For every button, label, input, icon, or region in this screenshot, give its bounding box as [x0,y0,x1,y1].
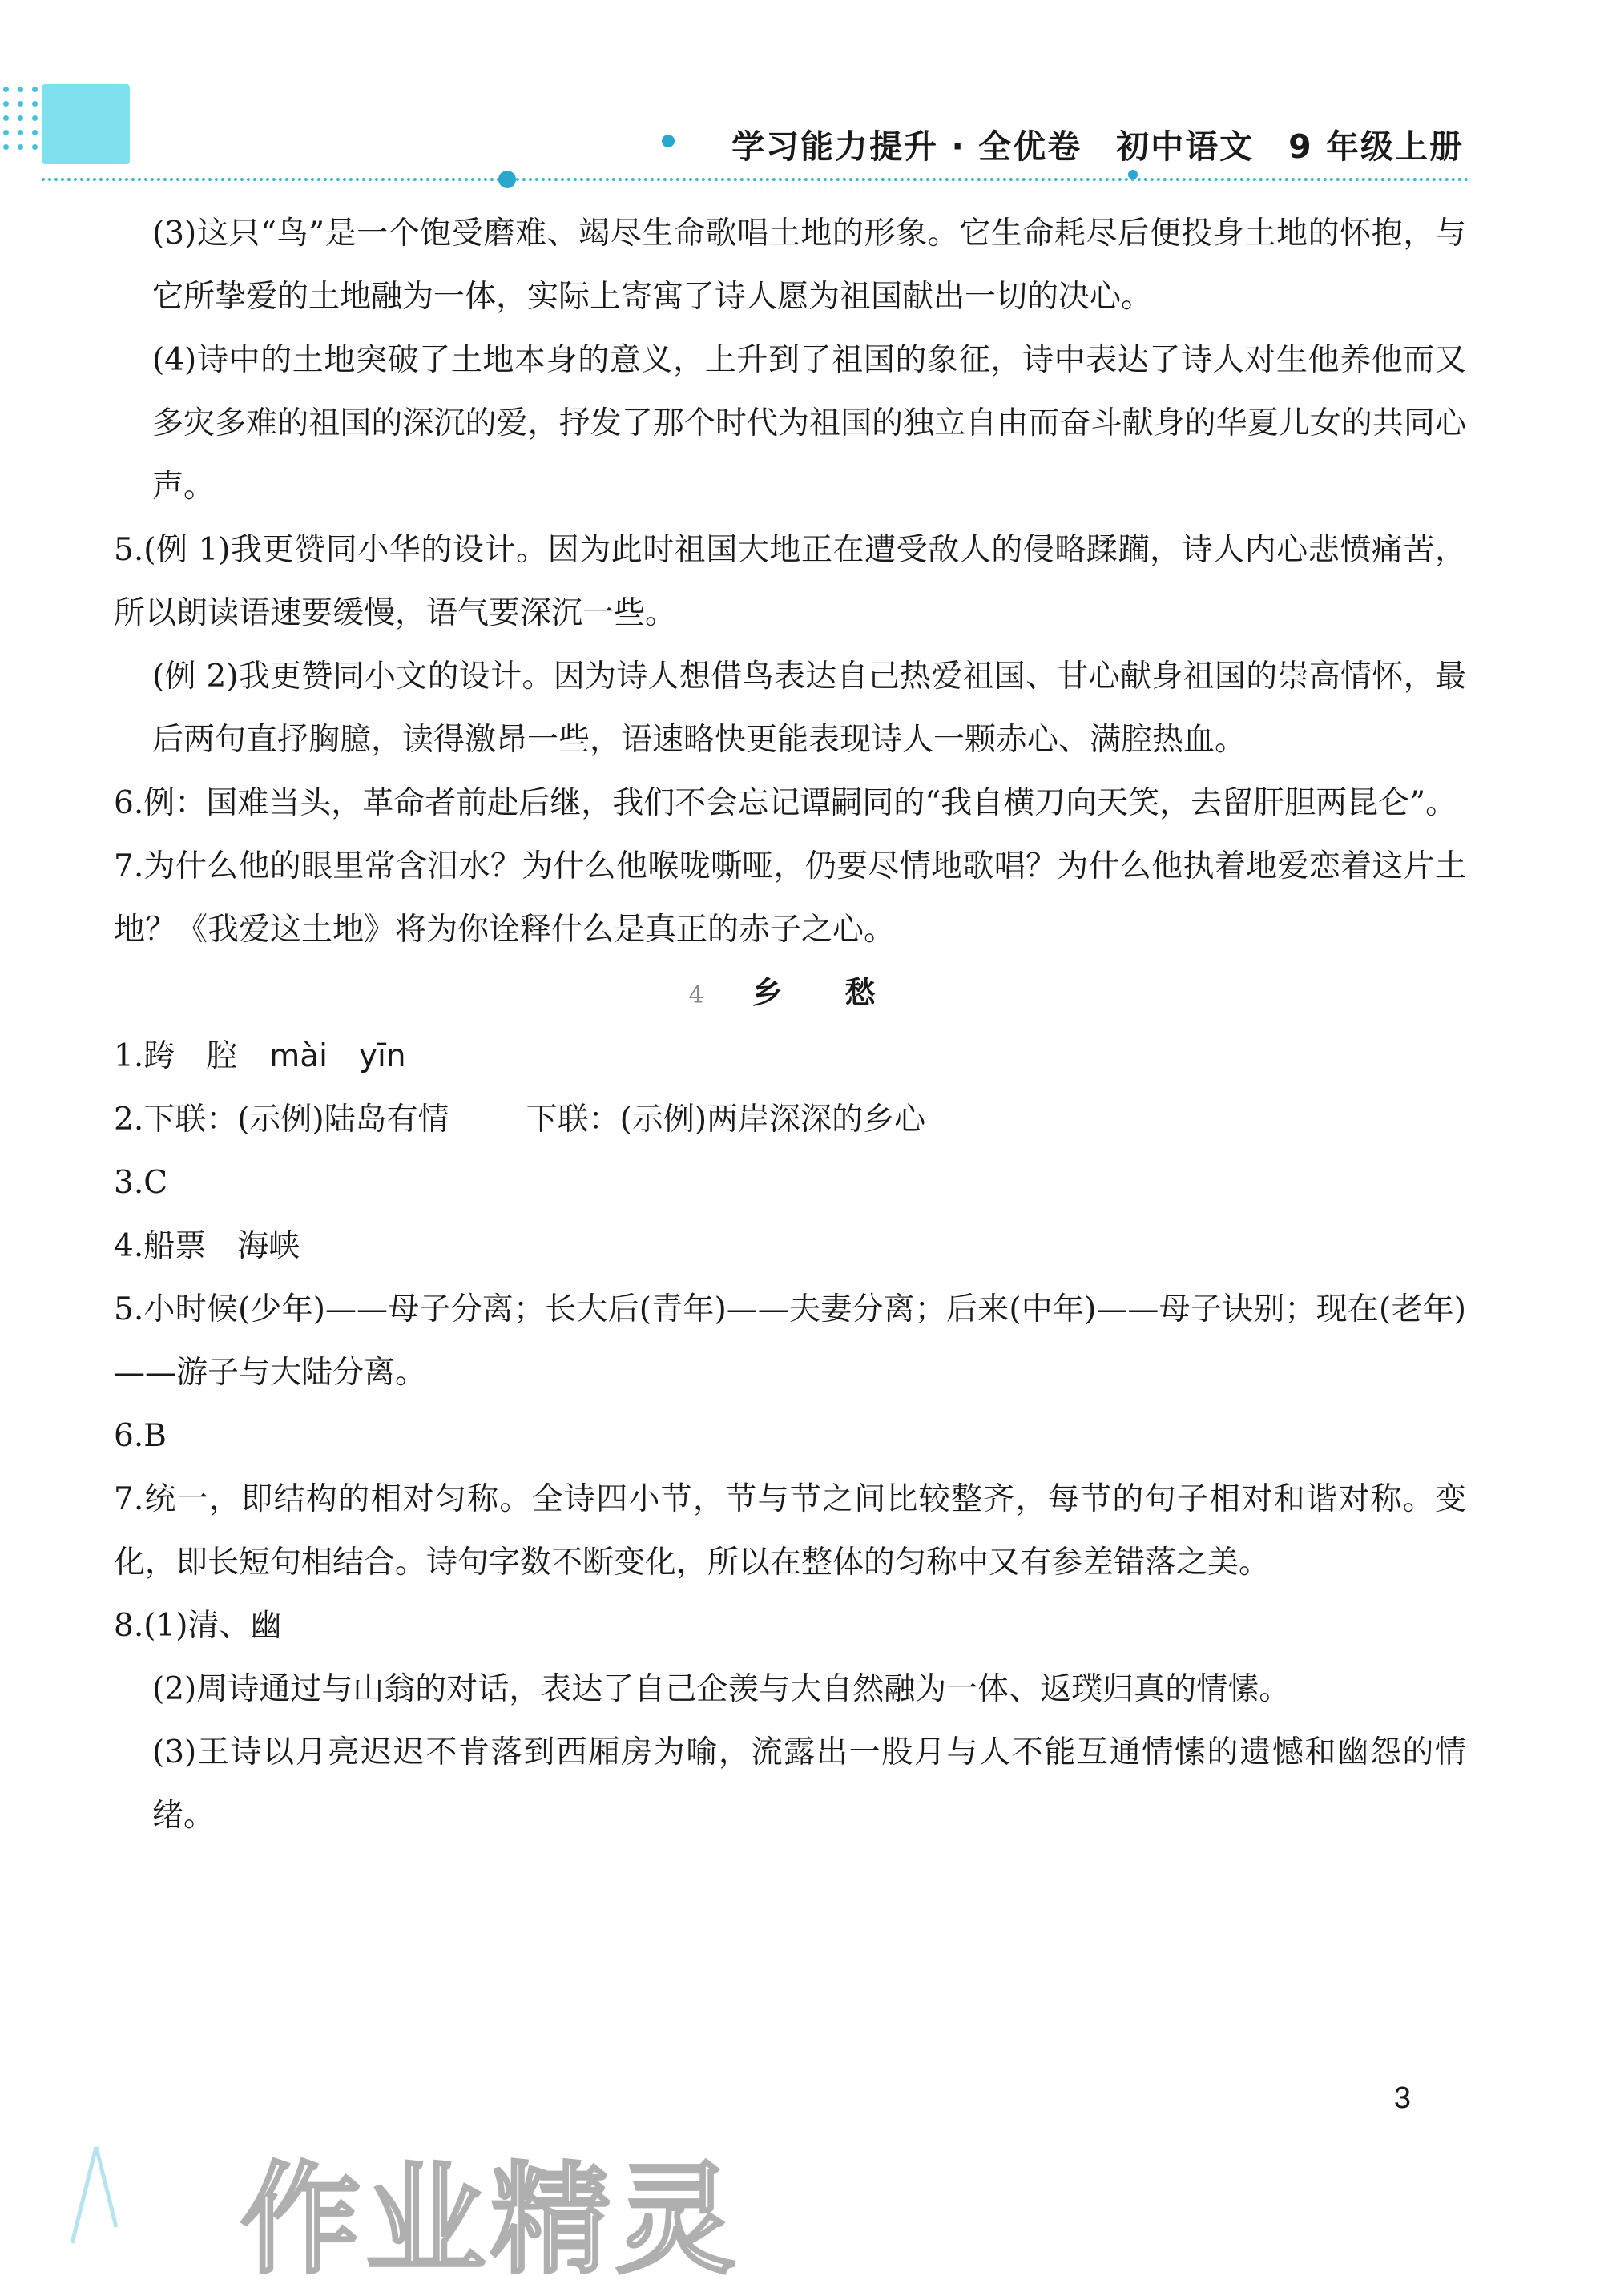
answer-paragraph: 7.统一，即结构的相对匀称。全诗四小节，节与节之间比较整齐，每节的句子相对和谐对称。变化，即长短句相结合。诗句字数不断变化，所以在整体的匀称中又有参差错落之美。 [114,1481,1466,1581]
answer-text: 1.跨 腔 [114,1038,238,1074]
header-dot [662,135,675,147]
answer-paragraph: (例 2)我更赞同小文的设计。因为诗人想借鸟表达自己热爱祖国、甘心献身祖国的崇高情怀，最后两句直抒胸臆，读得激昂一些，语速略快更能表现诗人一颗赤心、满腔热血。 [152,659,1466,758]
answer-paragraph: (4)诗中的土地突破了土地本身的意义，上升到了祖国的象征，诗中表达了诗人对生他养他而又多灾多难的祖国的深沉的爱，抒发了那个时代为祖国的独立自由而奋斗献身的华夏儿女的共同心声。 [152,342,1466,505]
answer-line: 4.船票 海峡 [114,1228,300,1264]
answer-paragraph: (3)这只“鸟”是一个饱受磨难、竭尽生命歌唱土地的形象。它生命耗尽后便投身土地的怀抱，与它所挚爱的土地融为一体，实际上寄寓了诗人愿为祖国献出一切的决心。 [152,216,1466,315]
answer-paragraph: 5.小时候(少年)——母子分离；长大后(青年)——夫妻分离；后来(中年)——母子诀别；现在(老年)——游子与大陆分离。 [114,1291,1466,1391]
answer-line [114,1025,1466,1088]
header-title: 学习能力提升 · 全优卷 初中语文 9 年级上册 [731,127,1464,166]
answer-paragraph: 7.为什么他的眼里常含泪水？为什么他喉咙嘶哑，仍要尽情地歌唱？为什么他执着地爱恋着这片土地？《我爱这土地》将为你诠释什么是真正的赤子之心。 [114,848,1466,948]
answer-line: 6.B [114,1418,167,1454]
header-divider [42,178,1469,181]
header-dot [1128,170,1138,179]
header-dot [498,171,516,188]
watermark-text: 作业精灵 [240,2151,741,2290]
page-header [0,0,1616,192]
answer-paragraph: 6.例：国难当头，革命者前赴后继，我们不会忘记谭嗣同的“我自横刀向天笑，去留肝胆两昆仑”。 [114,785,1457,821]
answer-line: 3.C [114,1165,168,1201]
decorative-dots [0,80,45,160]
section-number: 4 [688,981,728,1009]
answer-paragraph: (2)周诗通过与山翁的对话，表达了自己企羡与大自然融为一体、返璞归真的情愫。 [152,1671,1291,1707]
answer-line [114,1088,1466,1151]
answer-text: 下联：(示例)两岸深深的乡心 [526,1102,926,1138]
answer-text: 2.下联：(示例)陆岛有情 [114,1102,449,1138]
answer-content [114,202,1466,1847]
section-title-text: 乡 愁 [752,975,892,1010]
answer-line: 8.(1)清、幽 [114,1608,282,1644]
page-number: 3 [1393,2081,1411,2115]
pinyin-text: mài yīn [269,1038,406,1074]
answer-paragraph: (3)王诗以月亮迟迟不肯落到西厢房为喻，流露出一股月与人不能互通情愫的遗憾和幽怨的情绪。 [152,1734,1466,1834]
header-accent-block [42,84,130,164]
answer-paragraph: 5.(例 1)我更赞同小华的设计。因为此时祖国大地正在遭受敌人的侵略蹂躏，诗人内心悲愤痛苦，所以朗读语速要缓慢，语气要深沉一些。 [114,532,1466,631]
section-title [114,961,1466,1025]
watermark-logo-icon [48,2131,128,2251]
